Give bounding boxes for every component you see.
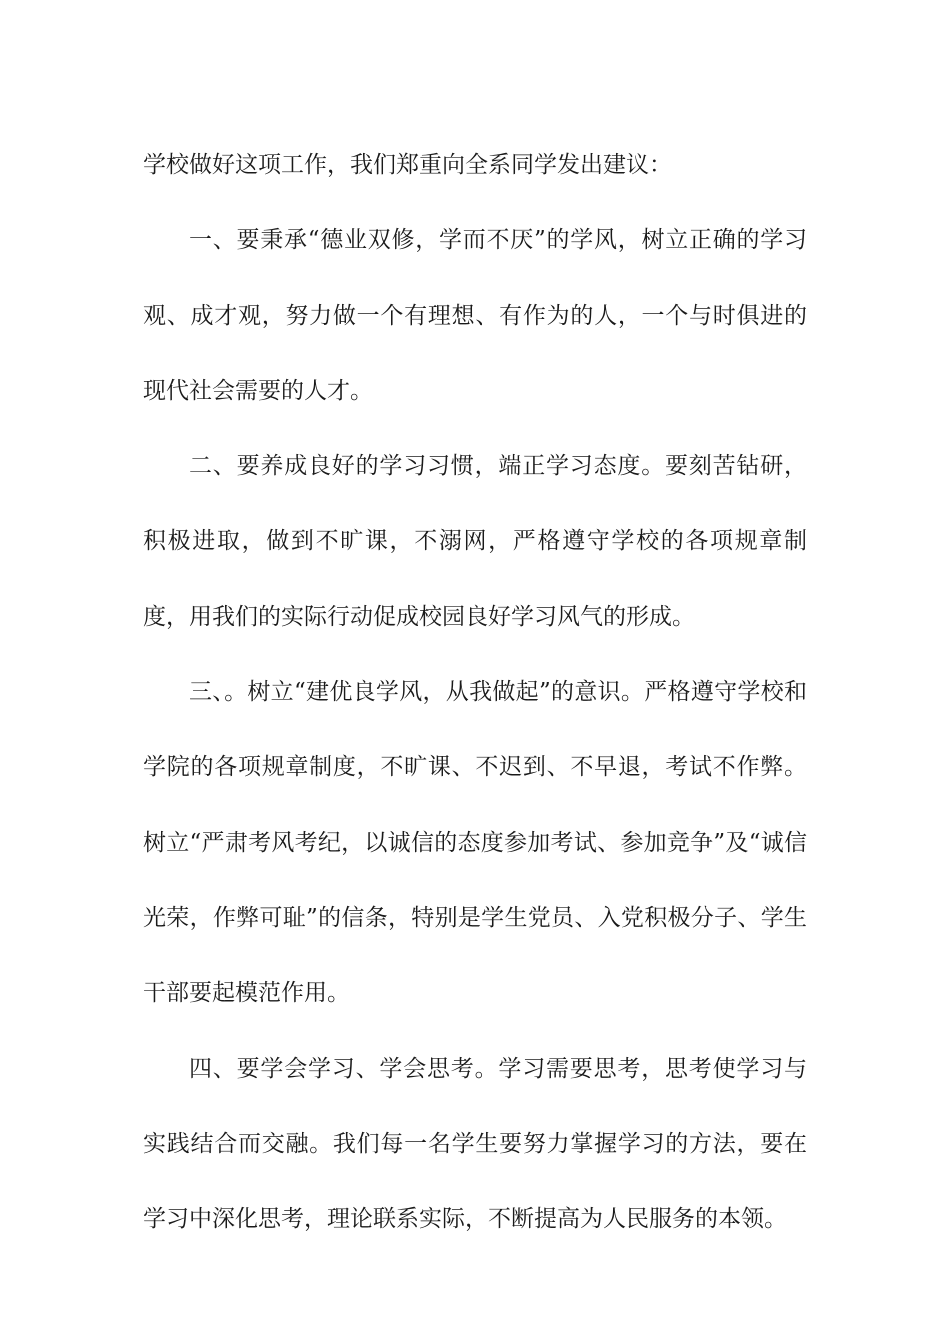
paragraph-item-4: 四、要学会学习、学会思考。学习需要思考，思考使学习与实践结合而交融。我们每一名学生要努力掌握学习的方法，要在学习中深化思考，理论联系实际，不断提高为人民服务的本领。 (143, 1055, 807, 1233)
paragraph-intro: 学校做好这项工作，我们郑重向全系同学发出建议： (143, 152, 672, 178)
paragraph-item-2: 二、要养成良好的学习习惯，端正学习态度。要刻苦钻研，积极进取，做到不旷课，不溺网，严格遵守学校的各项规章制度，用我们的实际行动促成校园良好学习风气的形成。 (143, 453, 807, 630)
paragraph-item-3: 三、。树立“建优良学风，从我做起”的意识。严格遵守学校和学院的各项规章制度，不旷课、不迟到、不早退，考试不作弊。树立“严肃考风考纪，以诚信的态度参加考试、参加竞争”及“诚信光荣，作弊可耻”的信条，特别是学生党员、入党积极分子、学生干部要起模范作用。 (143, 679, 807, 1007)
paragraph-item-1: 一、要秉承“德业双修，学而不厌”的学风，树立正确的学习观、成才观，努力做一个有理想、有作为的人，一个与时俱进的现代社会需要的人才。 (143, 227, 807, 404)
document-body (143, 128, 807, 1257)
